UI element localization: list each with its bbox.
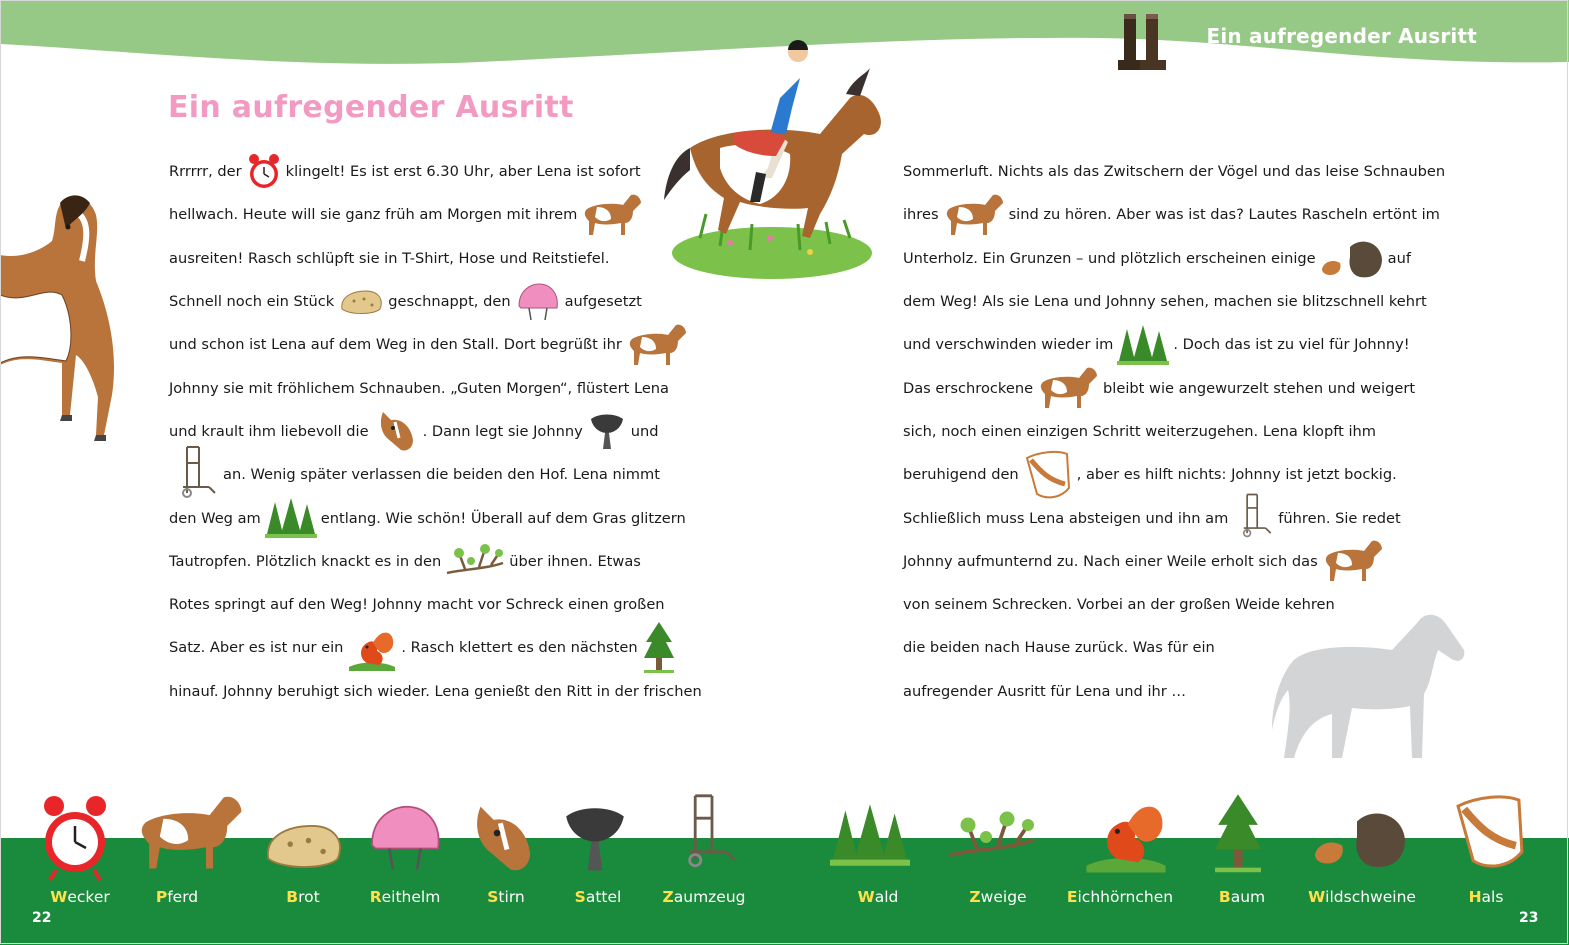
story-line: Unterholz. Ein Grunzen – und plötzlich erscheinen einige auf xyxy=(903,237,1443,280)
glossary-label-zweige: Zweige xyxy=(969,888,1027,906)
glossary-picture-baum xyxy=(1178,790,1298,878)
story-line: die beiden nach Hause zurück. Was für ein xyxy=(903,639,1215,657)
story-line: und schon ist Lena auf dem Weg in den Stall. Dort begrüßt ihr xyxy=(169,323,689,366)
story-line: Rrrrrr, der klingelt! Es ist erst 6.30 Uhr, aber Lena ist sofort xyxy=(169,150,689,193)
glossary-picture-sattel xyxy=(535,790,655,880)
squirrel-icon xyxy=(347,623,397,673)
glossary-label-wecker: Wecker xyxy=(50,888,110,906)
glossary-picture-eichhoernchen xyxy=(1066,790,1186,876)
glossary-label-sattel: Sattel xyxy=(574,888,622,906)
story-line: Das erschrockene bleibt wie angewurzelt stehen und weigert xyxy=(903,366,1443,409)
glossary-picture-wildschweine xyxy=(1300,790,1420,876)
story-line: an. Wenig später verlassen die beiden den Hof. Lena nimmt xyxy=(169,453,689,496)
glossary-label-wildschweine: Wildschweine xyxy=(1308,888,1416,906)
horse-icon xyxy=(626,323,688,367)
story-line: aufregender Ausritt für Lena und ihr … xyxy=(903,682,1186,700)
forest-icon xyxy=(1117,323,1169,367)
horse-icon xyxy=(581,193,643,237)
story-line: den Weg am entlang. Wie schön! Überall auf dem Gras glitzern xyxy=(169,496,689,539)
glossary-label-stirn: Stirn xyxy=(487,888,525,906)
bridle-icon xyxy=(1232,490,1274,546)
riding-helmet-icon xyxy=(365,798,445,878)
page-number-left: 22 xyxy=(32,910,52,926)
story-title: Ein aufregender Ausritt xyxy=(168,90,574,125)
story-line: von seinem Schrecken. Vorbei an der großen Weide kehren xyxy=(903,596,1335,614)
horse-icon xyxy=(135,790,245,876)
tree-icon xyxy=(1212,790,1264,878)
glossary-picture-zaumzeug xyxy=(645,790,765,880)
glossary-label-reithelm: Reithelm xyxy=(369,888,441,906)
glossary-label-zaumzeug: Zaumzeug xyxy=(662,888,746,906)
story-line: Schließlich muss Lena absteigen und ihn am führen. Sie redet xyxy=(903,496,1443,539)
horse-icon xyxy=(1037,366,1099,410)
wild-boar-icon xyxy=(1320,233,1384,283)
glossary-picture-wald xyxy=(810,790,930,870)
alarm-clock-icon xyxy=(246,152,282,192)
wild-boar-icon xyxy=(1312,800,1408,876)
horse-neck-icon xyxy=(1452,790,1528,874)
story-line: beruhigend den , aber es hilft nichts: Johnny ist jetzt bockig. xyxy=(903,453,1443,496)
glossary-label-eichhoernchen: Eichhörnchen xyxy=(1066,888,1174,906)
glossary-picture-zweige xyxy=(932,790,1052,872)
tree-icon xyxy=(642,620,676,676)
glossary-label-wald: Wald xyxy=(857,888,899,906)
bread-icon xyxy=(261,818,345,874)
alarm-clock-icon xyxy=(40,790,110,882)
header-title: Ein aufregender Ausritt xyxy=(1206,24,1477,48)
horse-head-icon xyxy=(464,796,540,880)
squirrel-icon xyxy=(1083,790,1169,876)
forest-icon xyxy=(830,800,910,870)
horse-icon xyxy=(1322,539,1384,583)
story-line: sich, noch einen einzigen Schritt weiterzugehen. Lena klopft ihm xyxy=(903,422,1376,440)
story-line: dem Weg! Als sie Lena und Johnny sehen, machen sie blitzschnell kehrt xyxy=(903,293,1427,311)
glossary-label-hals: Hals xyxy=(1468,888,1504,906)
horse-icon xyxy=(943,193,1005,237)
story-line: Johnny aufmunternd zu. Nach einer Weile erholt sich das xyxy=(903,540,1443,583)
bridle-icon xyxy=(670,790,740,880)
bridle-icon xyxy=(169,443,219,507)
standing-horse-illustration xyxy=(0,185,130,445)
page-number-right: 23 xyxy=(1519,910,1539,926)
horse-head-icon xyxy=(373,408,419,454)
horse-neck-icon xyxy=(1023,448,1073,502)
story-line: Johnny sie mit fröhlichem Schnauben. „Guten Morgen“, flüstert Lena xyxy=(169,379,669,397)
glossary-label-pferd: Pferd xyxy=(155,888,199,906)
glossary-label-brot: Brot xyxy=(286,888,320,906)
glossary-picture-wecker xyxy=(15,790,135,882)
story-left-column xyxy=(169,150,702,713)
story-line: hellwach. Heute will sie ganz früh am Morgen mit ihrem xyxy=(169,193,689,236)
story-line: Satz. Aber es ist nur ein . Rasch klettert es den nächsten xyxy=(169,626,689,669)
story-line: und verschwinden wieder im . Doch das ist zu viel für Johnny! xyxy=(903,323,1443,366)
story-line: Schnell noch ein Stück geschnappt, den aufgesetzt xyxy=(169,280,689,323)
branches-icon xyxy=(445,539,505,583)
story-line: ausreiten! Rasch schlüpft sie in T-Shirt, Hose und Reitstiefel. xyxy=(169,249,610,267)
story-line: Tautropfen. Plötzlich knackt es in den über ihnen. Etwas xyxy=(169,540,689,583)
bread-icon xyxy=(338,287,384,317)
story-line: ihres sind zu hören. Aber was ist das? Lautes Rascheln ertönt im xyxy=(903,193,1443,236)
story-line: Rotes springt auf den Weg! Johnny macht vor Schreck einen großen xyxy=(169,596,665,614)
forest-icon xyxy=(265,496,317,540)
saddle-icon xyxy=(559,796,631,880)
branches-icon xyxy=(947,802,1037,872)
saddle-icon xyxy=(587,409,627,453)
glossary-picture-pferd xyxy=(130,790,250,876)
riding-boots-icon xyxy=(1116,12,1172,76)
glossary-label-baum: Baum xyxy=(1218,888,1266,906)
story-line: Sommerluft. Nichts als das Zwitschern der Vögel und das leise Schnauben xyxy=(903,163,1446,181)
story-right-column xyxy=(903,150,1446,713)
story-line: hinauf. Johnny beruhigt sich wieder. Lena genießt den Ritt in der frischen xyxy=(169,682,702,700)
rider-on-horse-illustration xyxy=(660,38,885,283)
riding-helmet-icon xyxy=(515,280,561,324)
glossary-picture-hals xyxy=(1430,790,1550,874)
story-line: und krault ihm liebevoll die . Dann legt sie Johnny und xyxy=(169,410,689,453)
